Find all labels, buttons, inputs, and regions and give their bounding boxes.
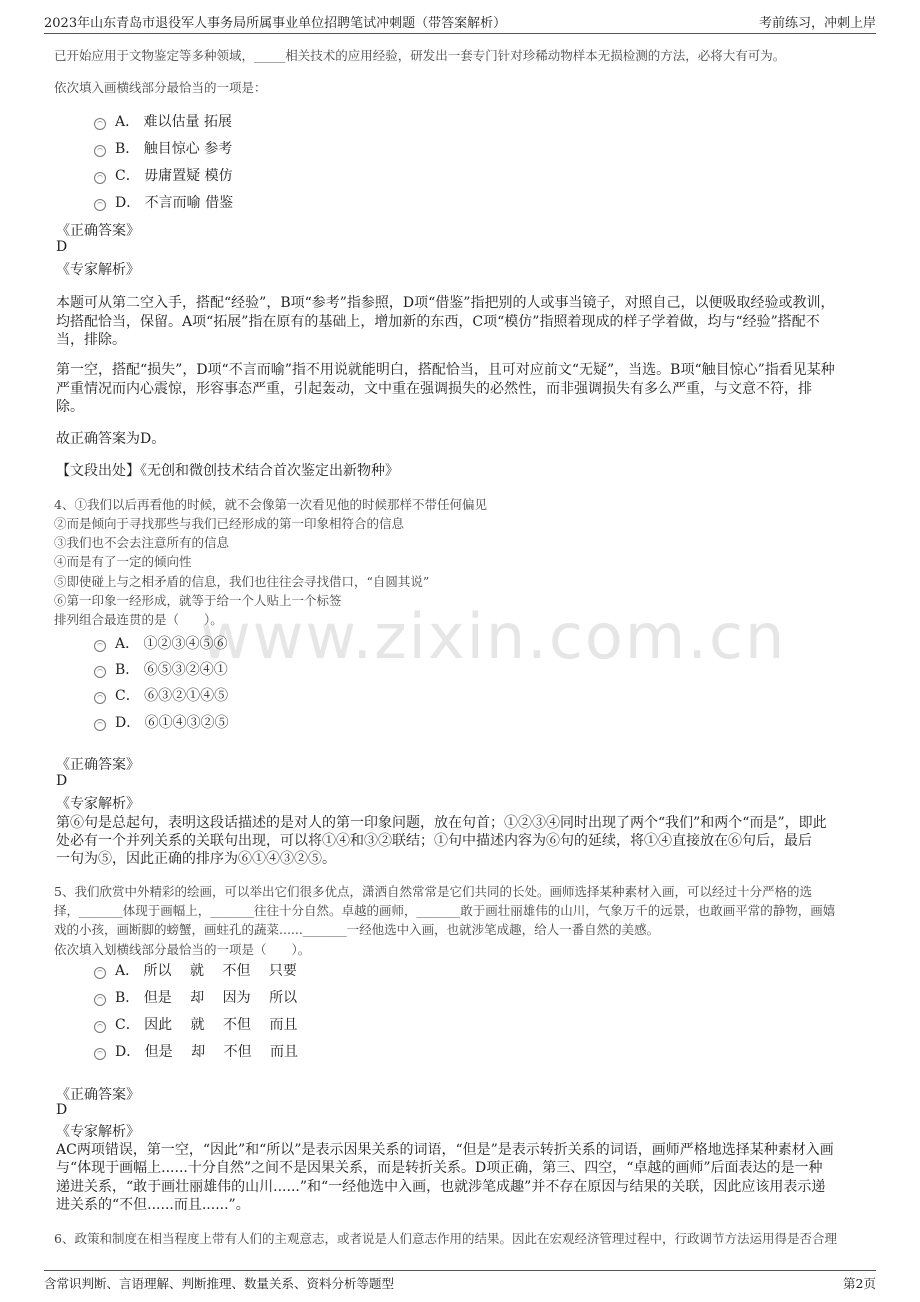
q3-intro-line: 已开始应用于文物鉴定等多种领域，_____相关技术的应用经验，研发出一套专门针对珍稀动物样本无损检测的方法，必将大有可为。 <box>54 48 786 63</box>
q5-analysis-line3: 递进关系，“敢于画壮丽雄伟的山川......”和“一经他选中入画，也就涉笔成趣”并不存在原因与结果的关联，因此应该用表示递 <box>56 1179 826 1195</box>
q5-line-3: 戏的小孩，画断脚的螃蟹，画蛀孔的蔬菜......_______一经他选中入画，也就涉笔成趣，给人一番自然的美感。 <box>54 922 660 937</box>
q5-answer: D <box>56 1102 68 1118</box>
footer-topics: 含常识判断、言语理解、判断推理、数量关系、资料分析等题型 <box>44 1276 395 1291</box>
q3-option-b-radio[interactable] <box>94 145 106 157</box>
q4-prompt: 排列组合最连贯的是（ ）。 <box>54 612 223 627</box>
watermark: www.zixin.com.cn <box>200 600 787 673</box>
q3-analysis-p2-line3: 除。 <box>56 399 84 415</box>
q5-option-a-radio[interactable] <box>94 967 106 979</box>
q3-answer: D <box>56 239 68 255</box>
q6-line-1: 6、政策和制度在相当程度上带有人们的主观意志，或者说是人们意志作用的结果。因此在宏观经济管理过程中，行政调节方法运用得是否合理 <box>54 1231 837 1246</box>
q4-option-b[interactable]: B． ⑥⑤③②④① <box>115 662 228 678</box>
q4-option-c[interactable]: C． ⑥③②①④⑤ <box>115 688 229 704</box>
q5-line-1: 5、我们欣赏中外精彩的绘画，可以举出它们很多优点，潇洒自然常常是它们共同的长处。画师选择某种素材入画，可以经过十分严格的选 <box>54 884 812 899</box>
q5-analysis-line4: 进关系的“不但......而且......”。 <box>56 1197 250 1213</box>
q5-option-d-radio[interactable] <box>94 1048 106 1060</box>
q3-source: 【文段出处】《无创和微创技术结合首次鉴定出新物种》 <box>56 463 399 479</box>
q4-option-c-radio[interactable] <box>94 692 106 704</box>
q3-analysis-p1-line2: 均搭配恰当，保留。A项“拓展”指在原有的基础上，增加新的东西，C项“模仿”指照着现成的样子学着做，均与“经验”搭配不 <box>56 314 820 330</box>
q4-line-4: ④而是有了一定的倾向性 <box>54 554 192 569</box>
q3-conclusion: 故正确答案为D。 <box>56 431 166 447</box>
q5-line-2: 择，_______体现于画幅上，_______往往十分自然。卓越的画师，_______敢于画壮丽雄伟的山川，气象万千的远景，也敢画平常的静物，画嬉 <box>54 903 836 918</box>
q4-option-a-radio[interactable] <box>94 640 106 652</box>
q3-option-d-radio[interactable] <box>94 199 106 211</box>
q3-analysis-label: 《专家解析》 <box>56 262 140 278</box>
q5-option-b-radio[interactable] <box>94 994 106 1006</box>
q3-option-b[interactable]: B． 触目惊心 参考 <box>115 141 233 157</box>
q4-line-5: ⑤即使碰上与之相矛盾的信息，我们也往往会寻找借口，“自圆其说” <box>54 574 430 589</box>
q3-prompt: 依次填入画横线部分最恰当的一项是： <box>54 80 267 95</box>
q3-analysis-p1-line1: 本题可从第二空入手，搭配“经验”，B项“参考”指参照，D项“借鉴”指把别的人或事当镜子，对照自己，以便吸取经验或教训， <box>56 295 835 311</box>
q4-analysis-line1: 第⑥句是总起句，表明这段话描述的是对人的第一印象问题，放在句首；①②③④同时出现了两个“我们”和两个“而是”，即此 <box>56 815 827 831</box>
q3-answer-label: 《正确答案》 <box>56 223 140 239</box>
q3-option-a[interactable]: A． 难以估量 拓展 <box>115 114 233 130</box>
q4-option-d-radio[interactable] <box>94 719 106 731</box>
q3-analysis-p2-line1: 第一空，搭配“损失”，D项“不言而喻”指不用说就能明白，搭配恰当，且可对应前文“无疑”，当选。B项“触目惊心”指看见某种 <box>56 362 835 378</box>
page-header <box>44 10 876 34</box>
q3-option-a-radio[interactable] <box>94 118 106 130</box>
document-title: 2023年山东青岛市退役军人事务局所属事业单位招聘笔试冲刺题（带答案解析） <box>44 16 507 31</box>
q4-analysis-line2: 处必有一个并列关系的关联句出现，可以将①④和③②联结；①句中描述内容为⑥句的延续，将①④直接放在⑥句后，最后 <box>56 833 812 849</box>
q5-option-c-radio[interactable] <box>94 1021 106 1033</box>
q4-answer-label: 《正确答案》 <box>56 757 140 773</box>
page-footer <box>44 1270 876 1292</box>
page-number: 第2页 <box>843 1276 876 1291</box>
q3-analysis-p2-line2: 严重情况而内心震惊，形容事态严重，引起轰动，文中重在强调损失的必然性，而非强调损失有多么严重，与文意不符，排 <box>56 381 812 397</box>
q4-line-2: ②而是倾向于寻找那些与我们已经形成的第一印象相符合的信息 <box>54 516 405 531</box>
q4-answer: D <box>56 773 68 789</box>
q4-line-3: ③我们也不会去注意所有的信息 <box>54 535 230 550</box>
header-slogan: 考前练习，冲刺上岸 <box>758 16 876 31</box>
q3-option-d[interactable]: D． 不言而喻 借鉴 <box>115 195 234 211</box>
q5-prompt: 依次填入划横线部分最恰当的一项是（ ）。 <box>54 942 311 957</box>
q4-analysis-line3: 一句为⑤，因此正确的排序为⑥①④③②⑤。 <box>56 851 336 867</box>
q4-option-d[interactable]: D． ⑥①④③②⑤ <box>115 715 229 731</box>
q4-option-a[interactable]: A． ①②③④⑤⑥ <box>115 636 228 652</box>
q5-option-d[interactable]: D． 但是 却 不但 而且 <box>115 1044 299 1060</box>
q5-answer-label: 《正确答案》 <box>56 1087 140 1103</box>
q4-line-1: 4、①我们以后再看他的时候，就不会像第一次看见他的时候那样不带任何偏见 <box>54 497 487 512</box>
q5-option-a[interactable]: A． 所以 就 不但 只要 <box>115 963 297 979</box>
q5-analysis-line1: AC两项错误，第一空，“因此”和“所以”是表示因果关系的词语，“但是”是表示转折关系的词语，画师严格地选择某种素材入画 <box>56 1142 834 1158</box>
q4-analysis-label: 《专家解析》 <box>56 796 140 812</box>
q5-analysis-line2: 与“体现于画幅上......十分自然”之间不是因果关系，而是转折关系。D项正确，第三、四空，“卓越的画师”后面表达的是一种 <box>56 1160 823 1176</box>
q3-analysis-p1-line3: 当，排除。 <box>56 332 126 348</box>
q5-option-c[interactable]: C． 因此 就 不但 而且 <box>115 1017 298 1033</box>
q4-option-b-radio[interactable] <box>94 666 106 678</box>
q3-option-c[interactable]: C． 毋庸置疑 模仿 <box>115 168 233 184</box>
q5-analysis-label: 《专家解析》 <box>56 1124 140 1140</box>
q3-option-c-radio[interactable] <box>94 172 106 184</box>
q4-line-6: ⑥第一印象一经形成，就等于给一个人贴上一个标签 <box>54 593 342 608</box>
q5-option-b[interactable]: B． 但是 却 因为 所以 <box>115 990 298 1006</box>
